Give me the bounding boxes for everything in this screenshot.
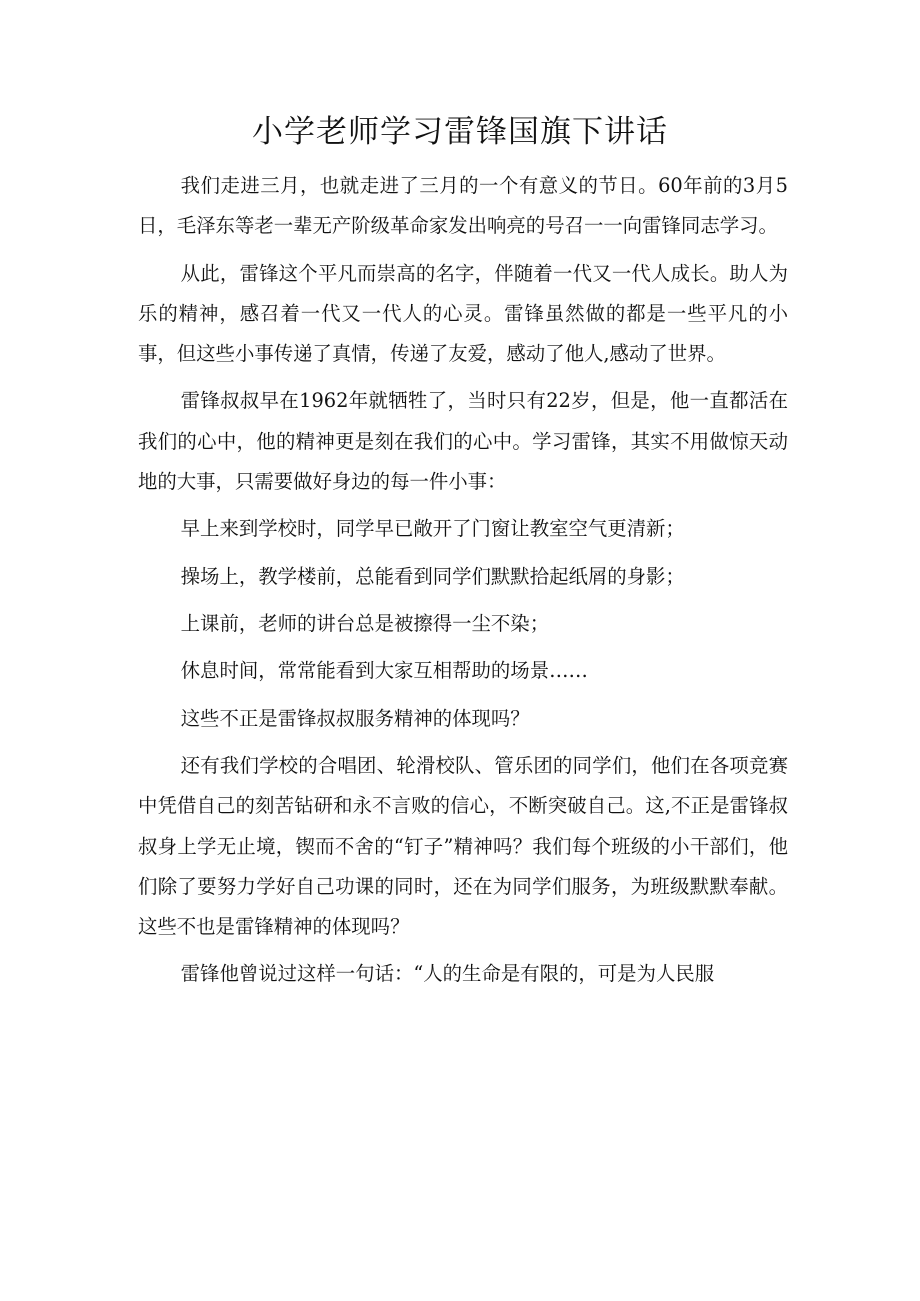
paragraph-3: 雷锋叔叔早在1962年就牺牲了，当时只有22岁，但是，他一直都活在我们的心中，他的精神更是刻在我们的心中。学习雷锋，其实不用做惊天动地的大事，只需要做好身边的每一件小事：	[138, 389, 788, 493]
paragraph-7: 休息时间，常常能看到大家互相帮助的场景……	[180, 659, 588, 683]
paragraph-8: 这些不正是雷锋叔叔服务精神的体现吗？	[180, 706, 530, 730]
paragraph-4: 早上来到学校时，同学早已敞开了门窗让教室空气更清新；	[180, 517, 685, 541]
paragraph-10: 雷锋他曾说过这样一句话：“人的生命是有限的，可是为人民服	[180, 962, 715, 986]
document-title: 小学老师学习雷锋国旗下讲话	[252, 114, 668, 150]
paragraph-2: 从此，雷锋这个平凡而崇高的名字，伴随着一代又一代人成长。助人为乐的精神，感召着一代又一代人的心灵。雷锋虽然做的都是一些平凡的小事，但这些小事传递了真情，传递了友爱，感动了他人,感动了世界。	[138, 261, 788, 365]
paragraph-6: 上课前，老师的讲台总是被擦得一尘不染；	[180, 611, 550, 635]
paragraph-5: 操场上，教学楼前，总能看到同学们默默拾起纸屑的身影；	[180, 564, 685, 588]
paragraph-1: 我们走进三月，也就走进了三月的一个有意义的节日。60年前的3月5日，毛泽东等老一辈无产阶级革命家发出响亮的号召一一向雷锋同志学习。	[138, 174, 788, 238]
document-body	[138, 166, 788, 1002]
paragraph-9: 还有我们学校的合唱团、轮滑校队、管乐团的同学们，他们在各项竞赛中凭借自己的刻苦钻研和永不言败的信心，不断突破自己。这,不正是雷锋叔叔身上学无止境，锲而不舍的“钉子”精神吗？我们每个班级的小干部们，他们除了要努力学好自己功课的同时，还在为同学们服务，为班级默默奉献。这些不也是雷锋精神的体现吗？	[138, 754, 788, 938]
